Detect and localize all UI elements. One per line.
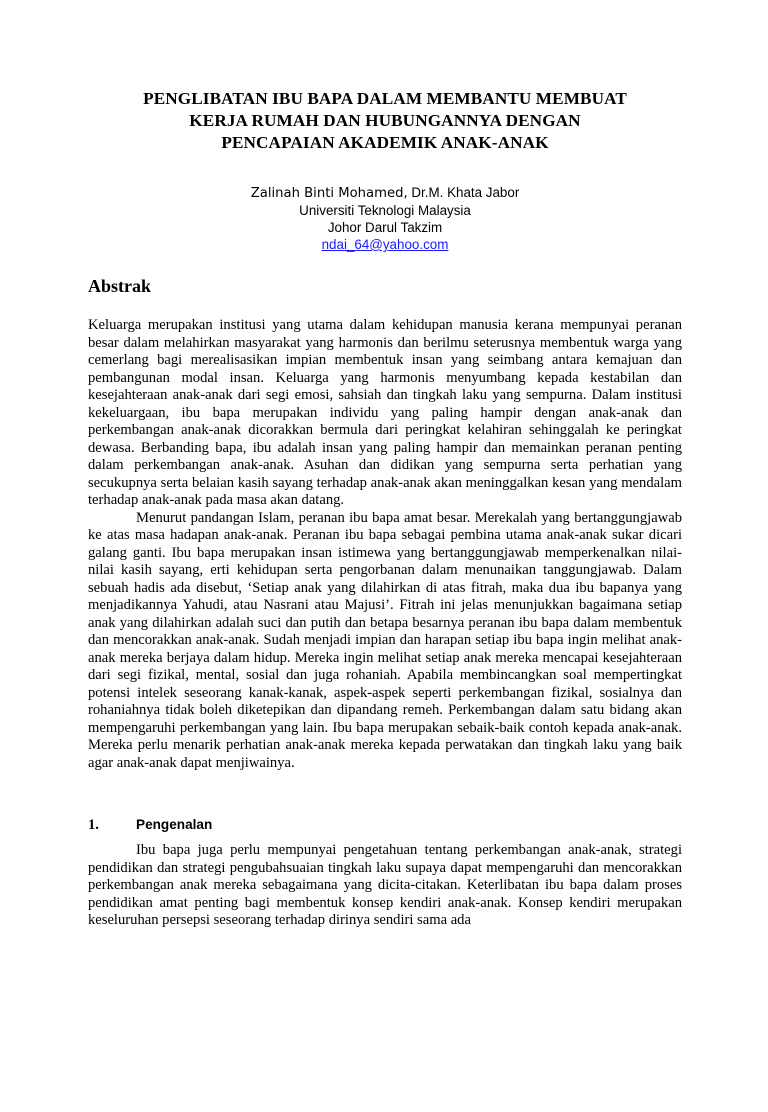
author-affiliation: Universiti Teknologi Malaysia [299, 203, 471, 218]
paper-title [88, 88, 682, 154]
author-email-link[interactable]: ndai_64@yahoo.com [321, 237, 449, 252]
title-line-2: KERJA RUMAH DAN HUBUNGANNYA DENGAN [189, 111, 581, 130]
author-block [88, 184, 682, 253]
author-location: Johor Darul Takzim [327, 220, 443, 235]
section-title: Pengenalan [136, 817, 213, 832]
abstract-paragraph-1: Keluarga merupakan institusi yang utama dalam kehidupan manusia kerana mempunyai peranan besar dalam melahirkan masyarakat yang harmonis dan berilmu seterusnya membentuk warga yang cemerlang bagi merealisasikan impian membentuk insan yang seimbang antara kemajuan dan pembangunan modal insan. Keluarga yang harmonis menyumbang kepada kestabilan dan kesejahteraan anak-anak dari segi emosi, sahsiah dan tingkah laku yang sempurna. Dalam institusi kekeluargaan, ibu bapa merupakan individu yang paling hampir dengan anak-anak dan perkembangan anak-anak dicorakkan bermula dari peringkat kelahiran sehinggalah ke peringkat dewasa. Berbanding bapa, ibu adalah insan yang paling hampir dan memainkan peranan penting dalam perkembangan anak-anak. Asuhan dan didikan yang sempurna serta perhatian yang secukupnya serta belaian kasih sayang terhadap anak-anak akan meninggalkan kesan yang mendalam terhadap anak-anak pada masa akan datang. [88, 317, 682, 508]
author-names [88, 184, 682, 202]
section-1-heading [88, 816, 682, 834]
document-page [0, 88, 768, 1112]
section-number: 1. [88, 817, 99, 833]
co-author: Dr.M. Khata Jabor [407, 185, 520, 200]
abstract-paragraph-2: Menurut pandangan Islam, peranan ibu bapa amat besar. Merekalah yang bertanggungjawab ke atas masa hadapan anak-anak. Peranan ibu bapa sebagai pembina utama anak-anak sukar dicari galang ganti. Ibu bapa merupakan insan istimewa yang bertanggungjawab memperkenalkan nilai-nilai kasih sayang, erti kehidupan serta pengorbanan dalam menunaikan tanggungjawab. Dalam sebuah hadis ada disebut, ‘Setiap anak yang dilahirkan di atas fitrah, maka dua ibu bapanya yang menjadikannya Yahudi, atau Nasrani atau Majusi’. Fitrah ini jelas menunjukkan bagaimana setiap anak yang dilahirkan adalah suci dan putih dan betapa besarnya peranan ibu bapa dalam membentuk dan mencorakkan anak-anak. Sudah menjadi impian dan harapan setiap ibu bapa ingin melihat anak-anak mereka berjaya dalam hidup. Mereka ingin melihat setiap anak mereka mencapai kesejahteraan dari segi fizikal, mental, sosial dan juga rohaniah. Apabila membincangkan soal mempertingkat potensi intelek seseorang kanak-kanak, aspek-aspek seperti perkembangan fizikal, sosialnya dan rohaniahnya tidak boleh diketepikan dan dipandang remeh. Perkembangan dalam satu bidang akan mempengaruhi perkembangan yang lain. Ibu bapa merupakan sebaik-baik contoh kepada anak-anak. Mereka perlu menarik perhatian anak-anak mereka kepada perwatakan dan tingkah laku yang baik agar anak-anak dapat menjiwainya. [88, 509, 682, 771]
title-line-1: PENGLIBATAN IBU BAPA DALAM MEMBANTU MEMBUAT [143, 89, 627, 108]
title-line-3: PENCAPAIAN AKADEMIK ANAK-ANAK [221, 133, 549, 152]
section-1-body [88, 842, 682, 930]
abstract-heading: Abstrak [88, 276, 152, 296]
abstract-body [88, 317, 682, 772]
primary-author: Zalinah Binti Mohamed, [250, 186, 408, 201]
section-1-paragraph: Ibu bapa juga perlu mempunyai pengetahuan tentang perkembangan anak-anak, strategi pendidikan dan strategi pengubahsuaian tingkah laku supaya dapat mempengaruhi dan mencorakkan perkembangan anak mereka sebagaimana yang dicita-citakan. Keterlibatan ibu bapa dalam proses pendidikan amat penting bagi membentuk konsep kendiri anak-anak. Konsep kendiri merupakan keseluruhan persepsi seseorang terhadap dirinya sendiri sama ada [88, 842, 682, 928]
